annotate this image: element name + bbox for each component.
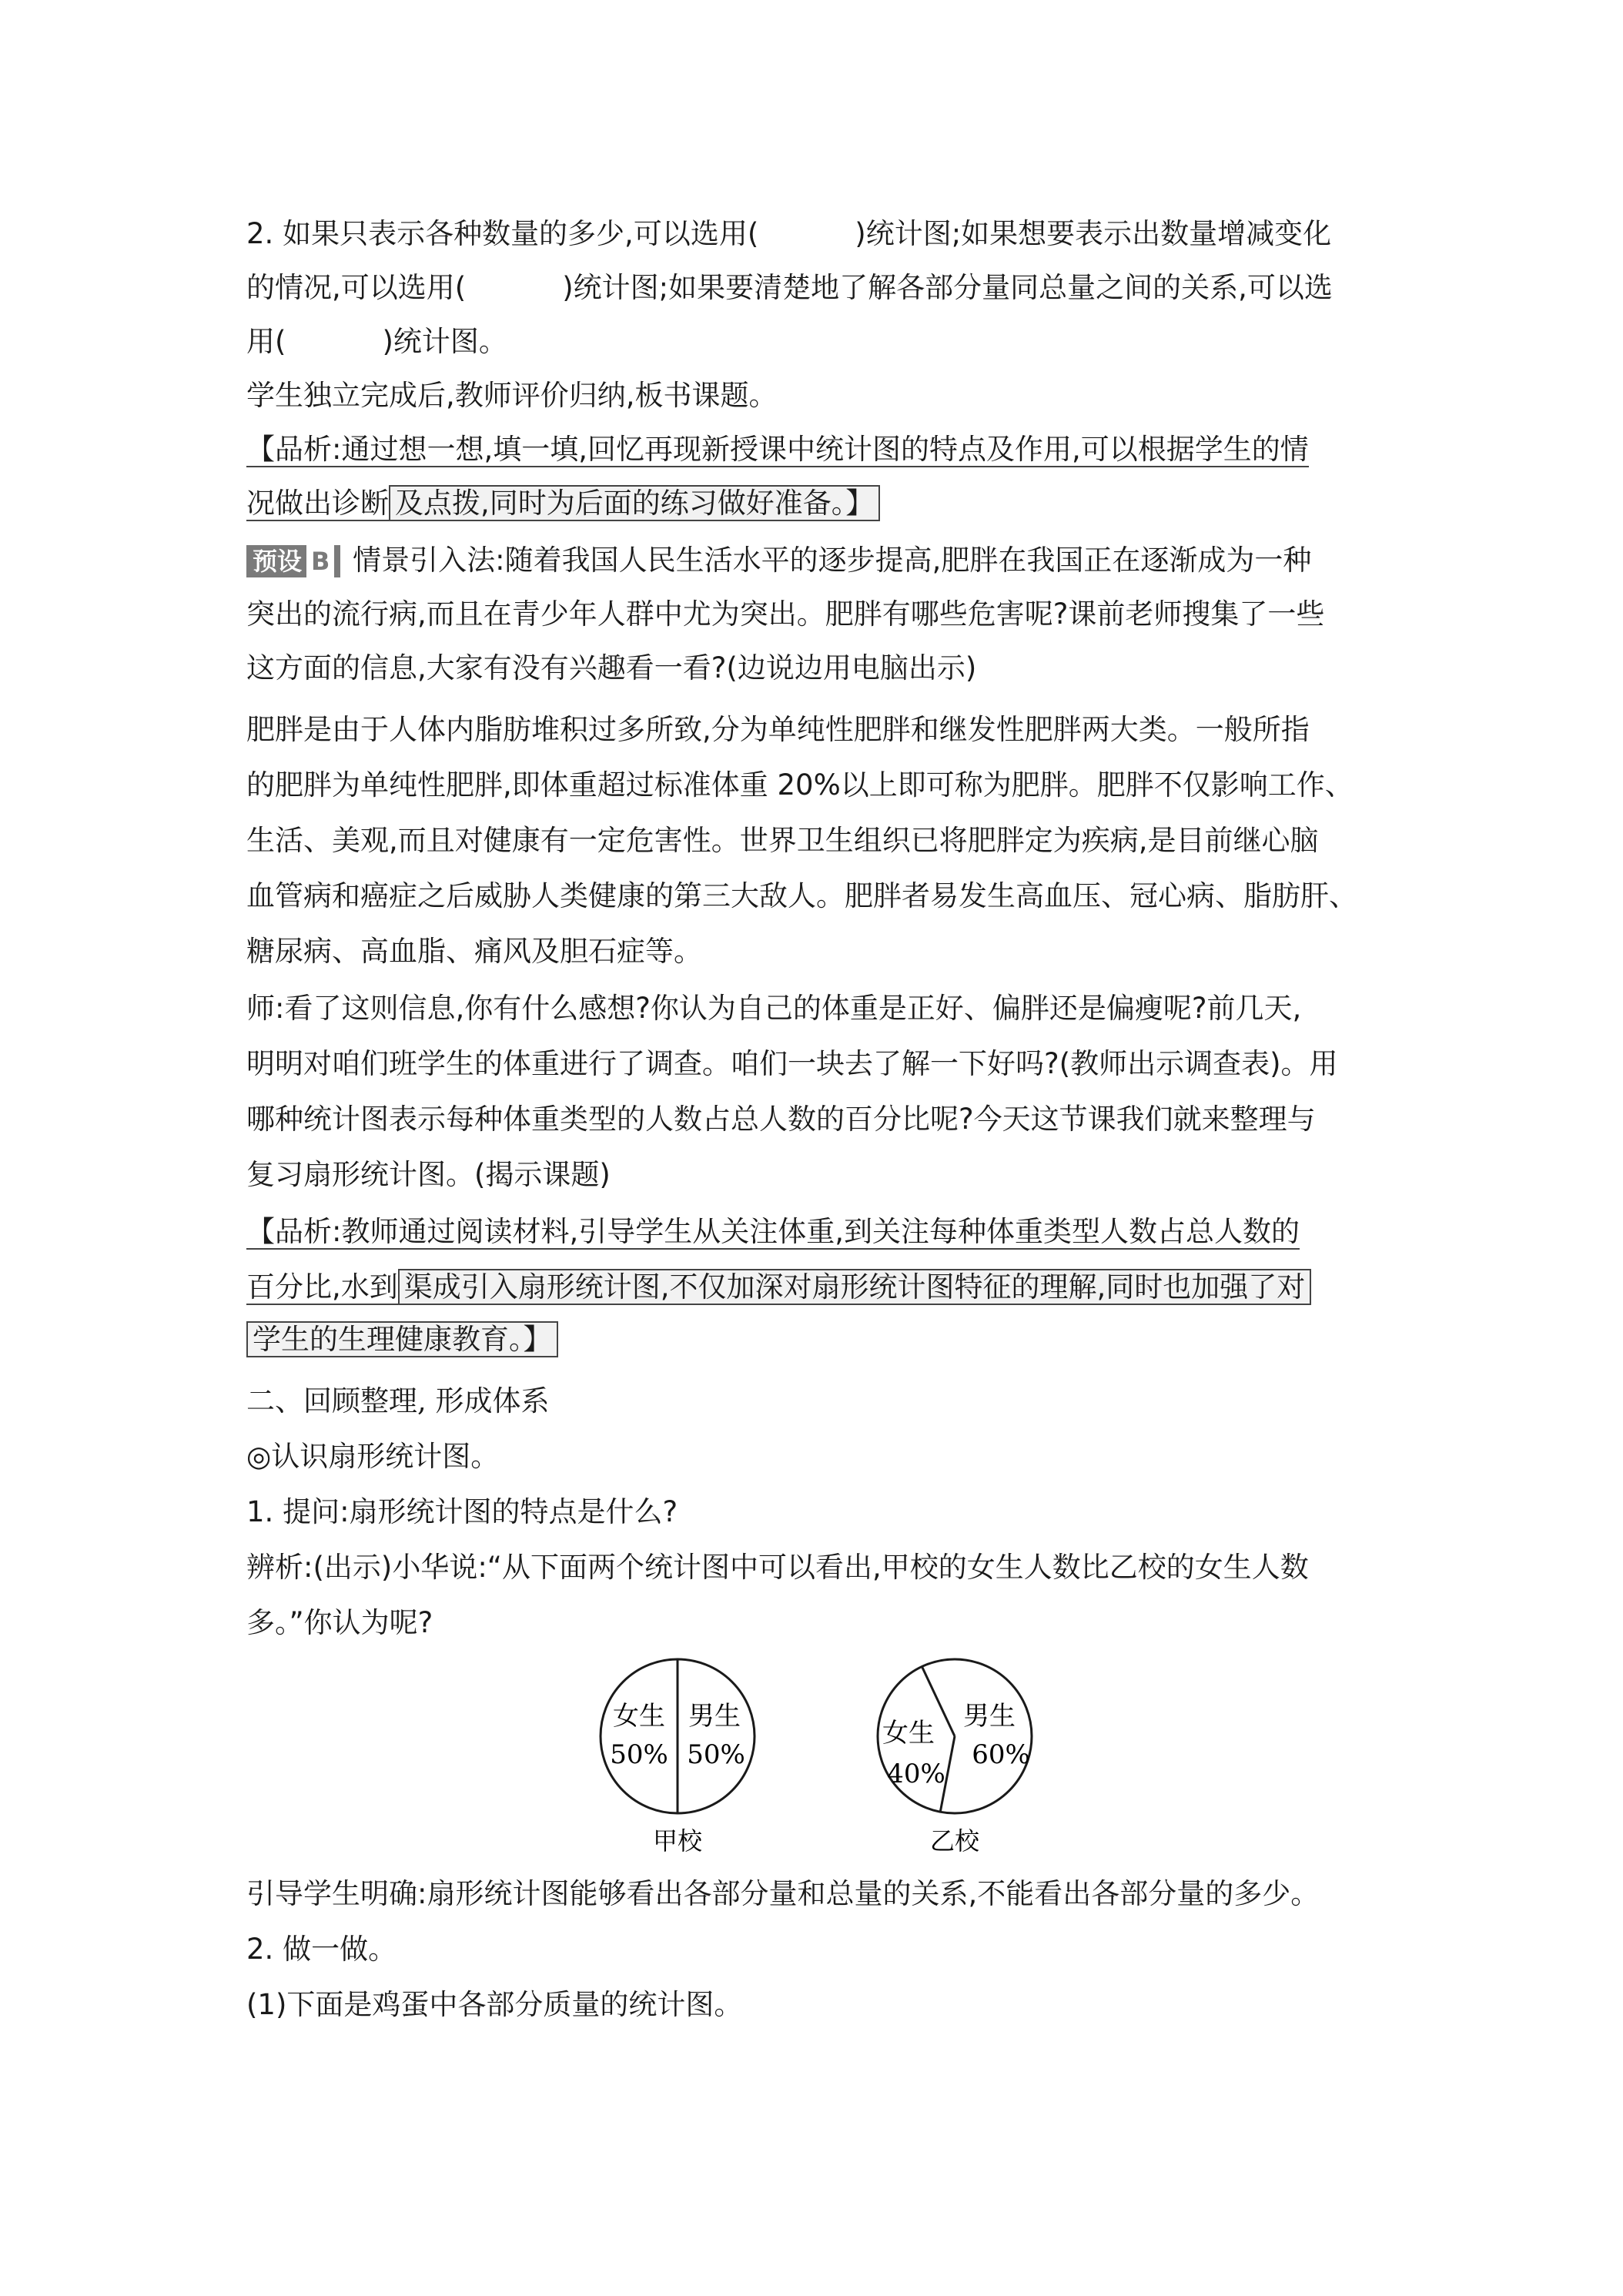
teacher-line-3: 哪种统计图表示每种体重类型的人数占总人数的百分比呢?今天这节课我们就来整理与 bbox=[246, 1103, 1316, 1136]
obesity-line-1: 肥胖是由于人体内脂肪堆积过多所致,分为单纯性肥胖和继发性肥胖两大类。一般所指 bbox=[246, 713, 1310, 746]
recognize-pie-chart: ◎认识扇形统计图。 bbox=[246, 1440, 500, 1473]
preset-text-1: 情景引入法:随着我国人民生活水平的逐步提高,肥胖在我国正在逐渐成为一种 bbox=[353, 544, 1312, 577]
analysis-2-line-2 bbox=[246, 1266, 1311, 1309]
do-it-heading: 2. 做一做。 bbox=[246, 1933, 397, 1966]
chart-title-yi: 乙校 bbox=[929, 1826, 980, 1856]
question-2-text-f: )统计图。 bbox=[382, 325, 507, 358]
preset-tag-label: 预设 bbox=[253, 547, 303, 576]
obesity-line-4: 血管病和癌症之后威胁人类健康的第三大敌人。肥胖者易发生高血压、冠心病、脂肪肝、 bbox=[246, 879, 1357, 912]
question-2-text-a: 2. 如果只表示各种数量的多少,可以选用( bbox=[246, 217, 759, 250]
preset-line-3: 这方面的信息,大家有没有兴趣看一看?(边说边用电脑出示) bbox=[246, 651, 977, 684]
slice-label-boys-jia: 男生 bbox=[688, 1701, 741, 1732]
analysis-2-line-1 bbox=[246, 1210, 1300, 1253]
slice-value-boys-yi: 60% bbox=[972, 1739, 1030, 1770]
section-heading: 二、回顾整理, 形成体系 bbox=[246, 1384, 550, 1417]
question-2-text-c: 的情况,可以选用( bbox=[246, 271, 467, 304]
question-2-text-b: )统计图;如果想要表示出数量增减变化 bbox=[855, 217, 1332, 250]
slice-value-girls-jia: 50% bbox=[610, 1739, 668, 1770]
preset-line-2: 突出的流行病,而且在青少年人群中尤为突出。肥胖有哪些危害呢?课前老师搜集了一些 bbox=[246, 597, 1325, 631]
slice-value-boys-jia: 50% bbox=[687, 1739, 745, 1770]
teacher-line-2: 明明对咱们班学生的体重进行了调查。咱们一块去了解一下好吗?(教师出示调查表)。用 bbox=[246, 1047, 1338, 1080]
obesity-line-3: 生活、美观,而且对健康有一定危害性。世界卫生组织已将肥胖定为疾病,是目前继心脑 bbox=[246, 824, 1319, 857]
chart-title-jia: 甲校 bbox=[652, 1826, 703, 1856]
question-2-text-e: 用( bbox=[246, 325, 286, 358]
preset-tag-letter: B bbox=[306, 545, 334, 577]
teacher-line-4: 复习扇形统计图。(揭示课题) bbox=[246, 1158, 611, 1191]
question-2-line-3 bbox=[246, 320, 507, 363]
analysis-1-boxed-text: 及点拨,同时为后面的练习做好准备。】 bbox=[389, 485, 880, 521]
pie-charts-figure bbox=[570, 1648, 1186, 1863]
slice-label-boys-yi: 男生 bbox=[963, 1701, 1016, 1732]
preset-tag bbox=[246, 545, 340, 577]
pie-chart-yi bbox=[878, 1659, 1032, 1856]
slice-value-girls-yi: 40% bbox=[887, 1759, 945, 1789]
analysis-2-boxed-text-1: 渠成引入扇形统计图,不仅加深对扇形统计图特征的理解,同时也加强了对 bbox=[398, 1269, 1312, 1305]
egg-chart-intro: (1)下面是鸡蛋中各部分质量的统计图。 bbox=[246, 1988, 743, 2021]
question-2-text-d: )统计图;如果要清楚地了解各部分量同总量之间的关系,可以选 bbox=[562, 271, 1333, 304]
discern-line-1: 辨析:(出示)小华说:“从下面两个统计图中可以看出,甲校的女生人数比乙校的女生人数 bbox=[246, 1551, 1309, 1584]
analysis-2-boxed-text-2: 学生的生理健康教育。】 bbox=[246, 1321, 558, 1357]
obesity-line-5: 糖尿病、高血脂、痛风及胆石症等。 bbox=[246, 935, 702, 968]
analysis-2-text-1: 【品析:教师通过阅读材料,引导学生从关注体重,到关注每种体重类型人数占总人数的 bbox=[246, 1215, 1300, 1248]
preset-line-1 bbox=[246, 539, 1311, 582]
analysis-2-text-2a: 百分比,水到 bbox=[246, 1270, 398, 1304]
paragraph-after-question: 学生独立完成后,教师评价归纳,板书课题。 bbox=[246, 379, 778, 412]
analysis-1-text-2a: 况做出诊断 bbox=[246, 487, 389, 520]
question-2-line-1 bbox=[246, 213, 1331, 256]
guide-paragraph: 引导学生明确:扇形统计图能够看出各部分量和总量的关系,不能看出各部分量的多少。 bbox=[246, 1877, 1320, 1910]
obesity-line-2: 的肥胖为单纯性肥胖,即体重超过标准体重 20%以上即可称为肥胖。肥胖不仅影响工作、 bbox=[246, 768, 1354, 802]
pie-chart-jia bbox=[601, 1659, 755, 1856]
slice-label-girls-jia: 女生 bbox=[613, 1701, 665, 1732]
question-2-line-2 bbox=[246, 266, 1333, 310]
analysis-1-line-1 bbox=[246, 428, 1309, 471]
discern-line-2: 多。”你认为呢? bbox=[246, 1606, 433, 1639]
analysis-1-text-1: 【品析:通过想一想,填一填,回忆再现新授课中统计图的特点及作用,可以根据学生的情 bbox=[246, 433, 1309, 466]
teacher-line-1: 师:看了这则信息,你有什么感想?你认为自己的体重是正好、偏胖还是偏瘦呢?前几天, bbox=[246, 992, 1302, 1025]
analysis-1-line-2 bbox=[246, 482, 880, 525]
analysis-2-line-3 bbox=[246, 1318, 558, 1361]
slice-label-girls-yi: 女生 bbox=[882, 1718, 935, 1749]
question-ask: 1. 提问:扇形统计图的特点是什么? bbox=[246, 1495, 678, 1528]
